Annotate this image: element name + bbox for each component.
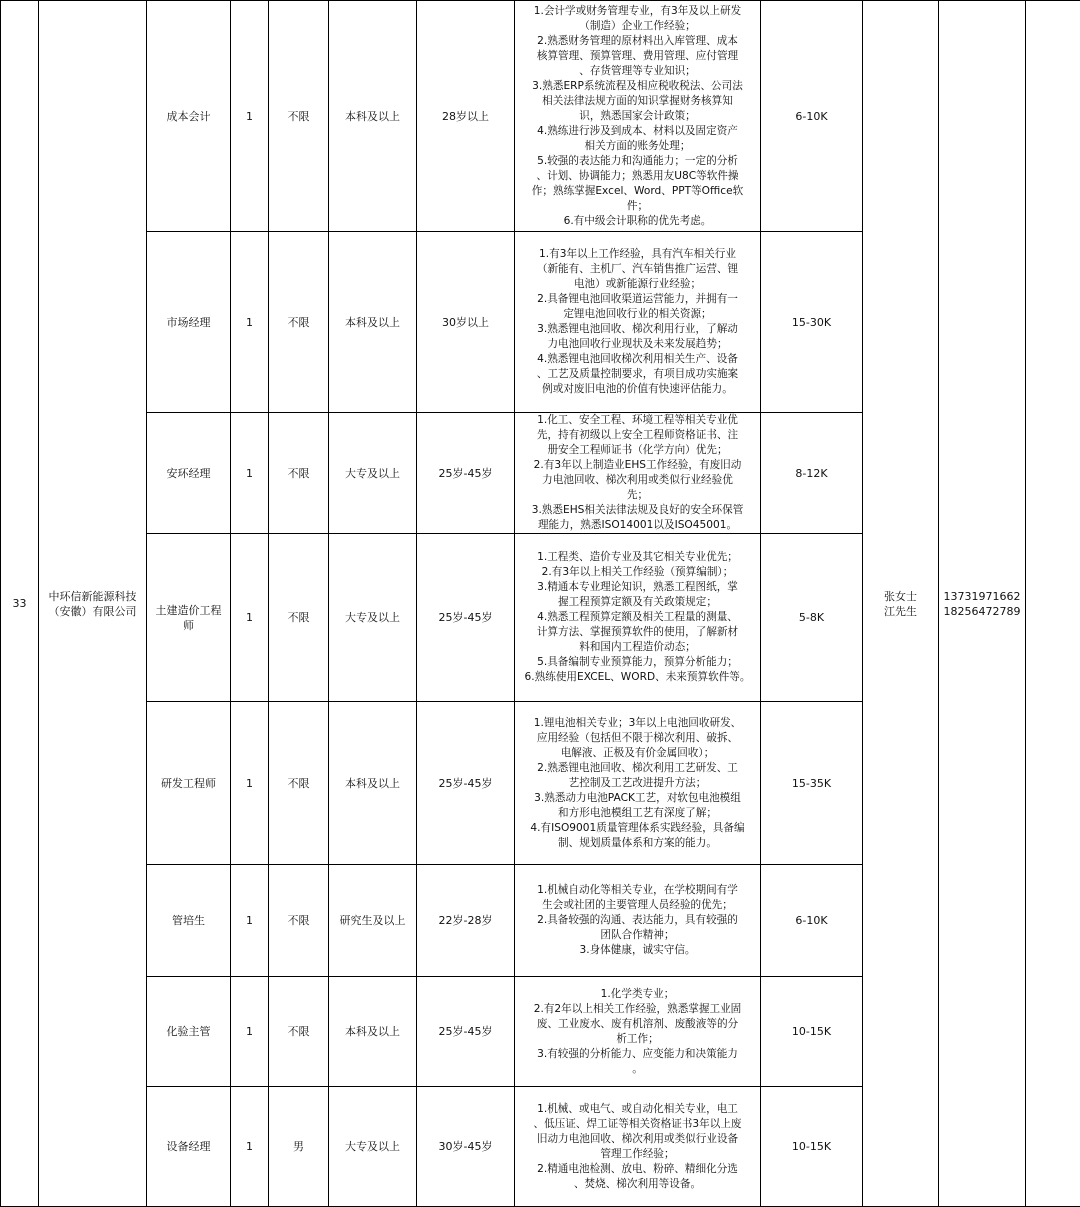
age-requirement: 25岁-45岁 bbox=[417, 702, 515, 865]
requirement-line: 1.机械、或电气、或自动化相关专业，电工 bbox=[519, 1102, 756, 1117]
salary-range: 6-10K bbox=[761, 1, 863, 232]
requirement-line: 例或对废旧电池的价值有快速评估能力。 bbox=[519, 382, 756, 397]
requirement-line: 2.有2年以上相关工作经验，熟悉掌握工业固 bbox=[519, 1002, 756, 1017]
headcount: 1 bbox=[231, 534, 269, 702]
requirement-line: 3.熟悉ERP系统流程及相应税收税法、公司法 bbox=[519, 79, 756, 94]
requirement-line: 4.熟悉工程预算定额及相关工程量的测量、 bbox=[519, 610, 756, 625]
salary-range: 10-15K bbox=[761, 977, 863, 1087]
requirement-line: 核算管理、预算管理、费用管理、应付管理 bbox=[519, 49, 756, 64]
headcount: 1 bbox=[231, 977, 269, 1087]
requirement-line: 废、工业废水、废有机溶剂、废酸液等的分 bbox=[519, 1017, 756, 1032]
age-requirement: 30岁以上 bbox=[417, 232, 515, 413]
requirement-line: 册安全工程师证书（化学方向）优先； bbox=[519, 443, 756, 458]
requirement-line: 2.有3年以上相关工作经验（预算编制）； bbox=[519, 565, 756, 580]
requirement-line: 6.有中级会计职称的优先考虑。 bbox=[519, 214, 756, 229]
salary-range: 6-10K bbox=[761, 865, 863, 977]
headcount: 1 bbox=[231, 1087, 269, 1207]
position-title: 管培生 bbox=[147, 865, 231, 977]
education-requirement: 本科及以上 bbox=[329, 232, 417, 413]
gender-requirement: 不限 bbox=[269, 413, 329, 534]
requirement-line: 、工艺及质量控制要求，有项目成功实施案 bbox=[519, 367, 756, 382]
requirement-line: 3.熟悉EHS相关法律法规及良好的安全环保管 bbox=[519, 503, 756, 518]
requirement-line: （制造）企业工作经验； bbox=[519, 19, 756, 34]
requirement-line: 2.熟悉锂电池回收、梯次利用工艺研发、工 bbox=[519, 761, 756, 776]
education-requirement: 大专及以上 bbox=[329, 1087, 417, 1207]
education-requirement: 本科及以上 bbox=[329, 702, 417, 865]
requirement-line: 识，熟悉国家会计政策； bbox=[519, 109, 756, 124]
salary-range: 10-15K bbox=[761, 1087, 863, 1207]
gender-requirement: 不限 bbox=[269, 232, 329, 413]
requirement-line: 相关法律法规方面的知识掌握财务核算知 bbox=[519, 94, 756, 109]
headcount: 1 bbox=[231, 1, 269, 232]
requirement-line: 、焚烧、梯次利用等设备。 bbox=[519, 1177, 756, 1192]
gender-requirement: 不限 bbox=[269, 534, 329, 702]
gender-requirement: 不限 bbox=[269, 1, 329, 232]
requirement-line: 2.熟悉财务管理的原材料出入库管理、成本 bbox=[519, 34, 756, 49]
requirement-line: 应用经验（包括但不限于梯次利用、破拆、 bbox=[519, 731, 756, 746]
requirement-line: 3.有较强的分析能力、应变能力和决策能力 bbox=[519, 1047, 756, 1062]
requirement-line: 握工程预算定额及有关政策规定； bbox=[519, 595, 756, 610]
education-requirement: 本科及以上 bbox=[329, 1, 417, 232]
contact-name: 江先生 bbox=[867, 604, 934, 619]
job-requirements bbox=[515, 865, 761, 977]
position-title: 土建造价工程师 bbox=[147, 534, 231, 702]
job-requirements bbox=[515, 977, 761, 1087]
requirement-line: 生会或社团的主要管理人员经验的优先； bbox=[519, 898, 756, 913]
requirement-line: 4.有ISO9001质量管理体系实践经验，具备编 bbox=[519, 821, 756, 836]
requirement-line: 、计划、协调能力；熟悉用友U8C等软件操 bbox=[519, 169, 756, 184]
contact-persons bbox=[863, 1, 939, 1207]
requirement-line: 力电池回收、梯次利用或类似行业经验优 bbox=[519, 473, 756, 488]
education-requirement: 研究生及以上 bbox=[329, 865, 417, 977]
company-name: 中环信新能源科技（安徽）有限公司 bbox=[39, 1, 147, 1207]
requirement-line: 计算方法、掌握预算软件的使用，了解新材 bbox=[519, 625, 756, 640]
contact-name: 张女士 bbox=[867, 589, 934, 604]
headcount: 1 bbox=[231, 232, 269, 413]
job-requirements bbox=[515, 1, 761, 232]
salary-range: 15-30K bbox=[761, 232, 863, 413]
gender-requirement: 不限 bbox=[269, 702, 329, 865]
requirement-line: 先，持有初级以上安全工程师资格证书、注 bbox=[519, 428, 756, 443]
salary-range: 5-8K bbox=[761, 534, 863, 702]
requirement-line: 管理工作经验； bbox=[519, 1147, 756, 1162]
position-title: 设备经理 bbox=[147, 1087, 231, 1207]
job-requirements bbox=[515, 1087, 761, 1207]
requirement-line: 和方形电池模组工艺有深度了解； bbox=[519, 806, 756, 821]
requirement-line: 2.具备锂电池回收渠道运营能力，并拥有一 bbox=[519, 292, 756, 307]
requirement-line: 3.熟悉锂电池回收、梯次利用行业，了解动 bbox=[519, 322, 756, 337]
position-title: 市场经理 bbox=[147, 232, 231, 413]
contact-phone: 13731971662 bbox=[943, 589, 1021, 604]
requirement-line: 2.有3年以上制造业EHS工作经验，有废旧动 bbox=[519, 458, 756, 473]
gender-requirement: 不限 bbox=[269, 977, 329, 1087]
education-requirement: 大专及以上 bbox=[329, 413, 417, 534]
requirement-line: 作；熟练掌握Excel、Word、PPT等Office软 bbox=[519, 184, 756, 199]
job-requirements bbox=[515, 413, 761, 534]
age-requirement: 25岁-45岁 bbox=[417, 977, 515, 1087]
contact-phone: 18256472789 bbox=[943, 604, 1021, 619]
job-requirements bbox=[515, 232, 761, 413]
position-title: 安环经理 bbox=[147, 413, 231, 534]
requirement-line: 6.熟练使用EXCEL、WORD、未来预算软件等。 bbox=[519, 670, 756, 685]
requirement-line: 2.精通电池检测、放电、粉碎、精细化分选 bbox=[519, 1162, 756, 1177]
age-requirement: 25岁-45岁 bbox=[417, 413, 515, 534]
gender-requirement: 男 bbox=[269, 1087, 329, 1207]
requirement-line: 电解液、正极及有价金属回收）； bbox=[519, 746, 756, 761]
requirement-line: 团队合作精神； bbox=[519, 928, 756, 943]
requirement-line: 4.熟练进行涉及到成本、材料以及固定资产 bbox=[519, 124, 756, 139]
record-index: 33 bbox=[1, 1, 39, 1207]
requirement-line: 1.工程类、造价专业及其它相关专业优先； bbox=[519, 550, 756, 565]
requirement-line: 旧动力电池回收、梯次利用或类似行业设备 bbox=[519, 1132, 756, 1147]
requirement-line: （新能有、主机厂、汽车销售推广运营、锂 bbox=[519, 262, 756, 277]
requirement-line: 5.较强的表达能力和沟通能力；一定的分析 bbox=[519, 154, 756, 169]
position-title: 研发工程师 bbox=[147, 702, 231, 865]
salary-range: 15-35K bbox=[761, 702, 863, 865]
requirement-line: 相关方面的账务处理； bbox=[519, 139, 756, 154]
requirement-line: 先； bbox=[519, 488, 756, 503]
requirement-line: 2.具备较强的沟通、表达能力，具有较强的 bbox=[519, 913, 756, 928]
requirement-line: 3.熟悉动力电池PACK工艺，对软包电池模组 bbox=[519, 791, 756, 806]
contact-phones bbox=[939, 1, 1026, 1207]
requirement-line: 理能力，熟悉ISO14001以及ISO45001。 bbox=[519, 518, 756, 533]
requirement-line: 电池）或新能源行业经验； bbox=[519, 277, 756, 292]
requirement-line: 1.锂电池相关专业；3年以上电池回收研发、 bbox=[519, 716, 756, 731]
requirement-line: 制、规划质量体系和方案的能力。 bbox=[519, 836, 756, 851]
requirement-line: 力电池回收行业现状及未来发展趋势； bbox=[519, 337, 756, 352]
requirement-line: 料和国内工程造价动态； bbox=[519, 640, 756, 655]
headcount: 1 bbox=[231, 865, 269, 977]
requirement-line: 5.具备编制专业预算能力，预算分析能力； bbox=[519, 655, 756, 670]
requirement-line: 1.机械自动化等相关专业，在学校期间有学 bbox=[519, 883, 756, 898]
requirement-line: 定锂电池回收行业的相关资源； bbox=[519, 307, 756, 322]
gender-requirement: 不限 bbox=[269, 865, 329, 977]
age-requirement: 22岁-28岁 bbox=[417, 865, 515, 977]
salary-range: 8-12K bbox=[761, 413, 863, 534]
requirement-line: 3.身体健康，诚实守信。 bbox=[519, 943, 756, 958]
requirement-line: 4.熟悉锂电池回收梯次利用相关生产、设备 bbox=[519, 352, 756, 367]
job-requirements bbox=[515, 702, 761, 865]
requirement-line: 1.有3年以上工作经验，具有汽车相关行业 bbox=[519, 247, 756, 262]
remarks-cell bbox=[1026, 1, 1080, 1207]
headcount: 1 bbox=[231, 413, 269, 534]
position-title: 成本会计 bbox=[147, 1, 231, 232]
requirement-line: 、低压证、焊工证等相关资格证书3年以上废 bbox=[519, 1117, 756, 1132]
requirement-line: 1.化工、安全工程、环境工程等相关专业优 bbox=[519, 413, 756, 428]
requirement-line: 、存货管理等专业知识； bbox=[519, 64, 756, 79]
position-title: 化验主管 bbox=[147, 977, 231, 1087]
job-requirements bbox=[515, 534, 761, 702]
education-requirement: 大专及以上 bbox=[329, 534, 417, 702]
headcount: 1 bbox=[231, 702, 269, 865]
requirement-line: 析工作； bbox=[519, 1032, 756, 1047]
education-requirement: 本科及以上 bbox=[329, 977, 417, 1087]
position-row bbox=[1, 1, 1080, 232]
requirement-line: 。 bbox=[519, 1062, 756, 1077]
requirement-line: 艺控制及工艺改进提升方法； bbox=[519, 776, 756, 791]
requirement-line: 3.精通本专业理论知识，熟悉工程图纸，掌 bbox=[519, 580, 756, 595]
requirement-line: 1.化学类专业； bbox=[519, 987, 756, 1002]
age-requirement: 30岁-45岁 bbox=[417, 1087, 515, 1207]
requirement-line: 1.会计学或财务管理专业，有3年及以上研发 bbox=[519, 4, 756, 19]
age-requirement: 25岁-45岁 bbox=[417, 534, 515, 702]
requirement-line: 件； bbox=[519, 199, 756, 214]
age-requirement: 28岁以上 bbox=[417, 1, 515, 232]
